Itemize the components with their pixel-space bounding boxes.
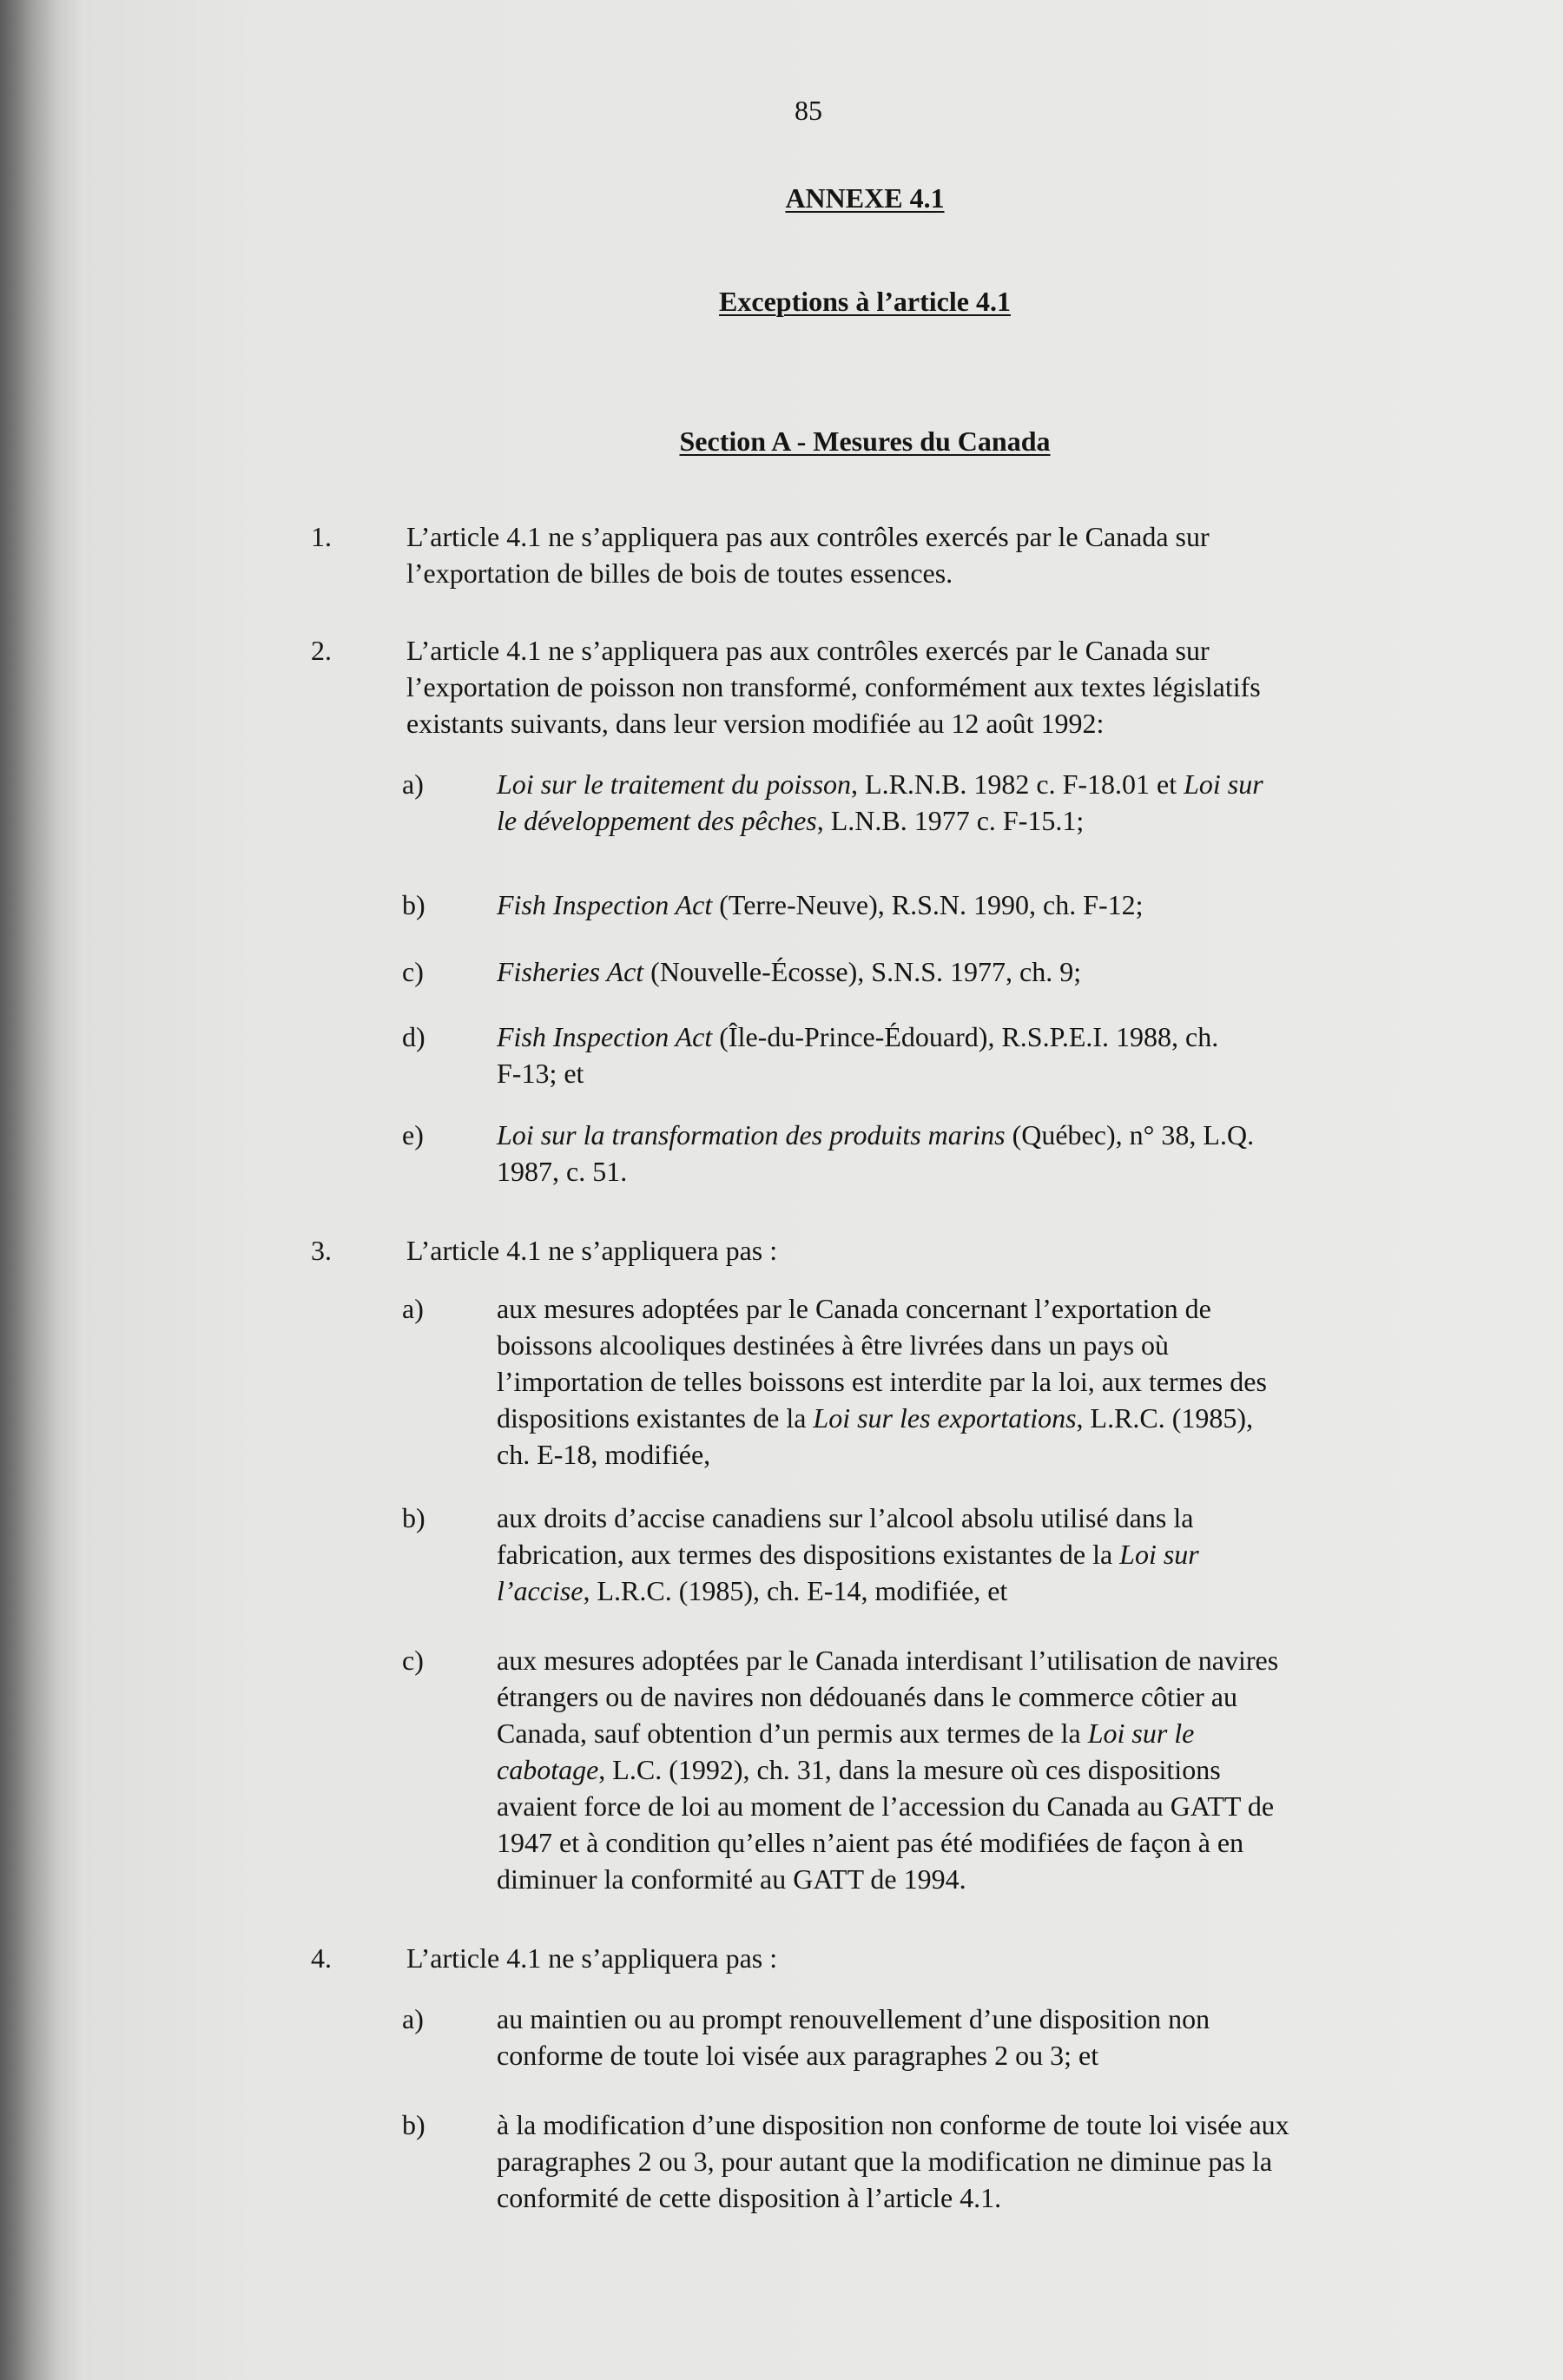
subitem-label: b) xyxy=(402,889,425,920)
italic-citation: cabotage xyxy=(497,1754,599,1785)
item-paragraph xyxy=(406,518,1210,591)
text-segment: L’article 4.1 ne s’appliquera pas aux contrôles exercés par le Canada sur xyxy=(406,635,1210,666)
subitem-label: a) xyxy=(402,1293,424,1324)
text-line xyxy=(497,1751,1278,1788)
text-line xyxy=(406,518,1210,555)
text-line xyxy=(497,1642,1278,1678)
text-segment: L’article 4.1 ne s’appliquera pas : xyxy=(406,1235,778,1266)
text-segment: dispositions existantes de la xyxy=(497,1402,814,1434)
text-line xyxy=(497,1153,1254,1190)
italic-citation: le développement des pêches xyxy=(497,805,817,836)
text-line xyxy=(497,1436,1267,1473)
subitem-paragraph xyxy=(497,1117,1254,1190)
item-number: 2. xyxy=(311,635,332,666)
text-segment: , L.N.B. 1977 c. F-15.1; xyxy=(816,805,1085,836)
text-line xyxy=(497,1400,1267,1436)
page-number: 85 xyxy=(795,95,822,126)
text-line xyxy=(497,1290,1267,1327)
text-line xyxy=(497,887,1144,923)
text-segment: fabrication, aux termes des dispositions existantes de la xyxy=(497,1539,1120,1570)
text-line xyxy=(497,1861,1278,1897)
text-line xyxy=(497,2001,1210,2037)
item-paragraph xyxy=(406,1940,777,1976)
text-segment: aux mesures adoptées par le Canada concernant l’exportation de xyxy=(497,1293,1211,1324)
text-line xyxy=(497,1117,1254,1153)
text-segment: ch. E-18, modifiée, xyxy=(497,1439,711,1470)
subitem-paragraph xyxy=(497,1500,1199,1609)
subitem-label: d) xyxy=(402,1021,425,1052)
text-line xyxy=(497,1572,1199,1609)
item-number: 1. xyxy=(311,521,332,552)
text-segment: l’importation de telles boissons est interdite par la loi, aux termes des xyxy=(497,1366,1267,1397)
item-number: 4. xyxy=(311,1942,332,1974)
text-line xyxy=(497,1824,1278,1861)
text-segment: boissons alcooliques destinées à être livrées dans un pays où xyxy=(497,1329,1170,1361)
text-segment: existants suivants, dans leur version modifiée au 12 août 1992: xyxy=(406,708,1105,739)
item-number: 3. xyxy=(311,1235,332,1266)
subitem-label: b) xyxy=(402,1502,425,1533)
text-line xyxy=(497,1788,1278,1824)
section-heading: Section A - Mesures du Canada xyxy=(679,425,1051,457)
text-segment: étrangers ou de navires non dédouanés dans le commerce côtier au xyxy=(497,1681,1237,1712)
subitem-label: a) xyxy=(402,768,424,800)
text-line xyxy=(497,1363,1267,1400)
text-segment: , L.R.C. (1985), xyxy=(1076,1402,1254,1434)
subitem-paragraph xyxy=(497,1019,1218,1091)
text-line xyxy=(497,1055,1218,1091)
text-line xyxy=(497,2037,1210,2073)
annex-title: ANNEXE 4.1 xyxy=(785,182,945,214)
text-segment: , L.C. (1992), ch. 31, dans la mesure où ces dispositions xyxy=(598,1754,1221,1785)
text-segment: L’article 4.1 ne s’appliquera pas aux contrôles exercés par le Canada sur xyxy=(406,521,1210,552)
text-line xyxy=(497,2143,1289,2179)
text-segment: 1987, c. 51. xyxy=(497,1156,628,1187)
italic-citation: Fish Inspection Act xyxy=(497,1021,713,1052)
subitem-paragraph xyxy=(497,766,1263,839)
subitem-paragraph xyxy=(497,1290,1267,1473)
text-segment: l’exportation de poisson non transformé, conformément aux textes législatifs xyxy=(406,671,1261,702)
text-segment: (Terre-Neuve), R.S.N. 1990, ch. F-12; xyxy=(712,889,1144,920)
italic-citation: Loi sur les exportations xyxy=(813,1402,1077,1434)
italic-citation: l’accise xyxy=(497,1575,584,1606)
text-segment: , L.R.N.B. 1982 c. F-18.01 et xyxy=(851,768,1184,800)
text-segment: diminuer la conformité au GATT de 1994. xyxy=(497,1863,966,1895)
subitem-paragraph xyxy=(497,887,1144,923)
text-line xyxy=(406,669,1261,705)
text-segment: conforme de toute loi visée aux paragraphes 2 ou 3; et xyxy=(497,2040,1099,2071)
text-line xyxy=(497,766,1263,802)
text-segment: 1947 et à condition qu’elles n’aient pas été modifiées de façon à en xyxy=(497,1827,1244,1858)
text-segment: au maintien ou au prompt renouvellement d’une disposition non xyxy=(497,2003,1210,2034)
text-line xyxy=(406,555,1210,591)
text-segment: conformité de cette disposition à l’article 4.1. xyxy=(497,2182,1002,2213)
text-segment: L’article 4.1 ne s’appliquera pas : xyxy=(406,1942,778,1974)
subitem-label: a) xyxy=(402,2003,424,2034)
text-segment: à la modification d’une disposition non conforme de toute loi visée aux xyxy=(497,2109,1289,2140)
subitem-paragraph xyxy=(497,953,1081,990)
subitem-paragraph xyxy=(497,2106,1289,2216)
italic-citation: Fisheries Act xyxy=(497,956,644,987)
text-segment: F-13; et xyxy=(497,1058,584,1089)
text-line xyxy=(497,1500,1199,1536)
text-segment: , L.R.C. (1985), ch. E-14, modifiée, et xyxy=(583,1575,1008,1606)
text-line xyxy=(497,953,1081,990)
italic-citation: Loi sur la transformation des produits marins xyxy=(497,1119,1006,1150)
text-line xyxy=(406,632,1261,669)
text-segment: l’exportation de billes de bois de toutes essences. xyxy=(406,557,953,589)
text-segment: Canada, sauf obtention d’un permis aux termes de la xyxy=(497,1717,1088,1749)
text-line xyxy=(497,2179,1289,2216)
text-line xyxy=(497,1678,1278,1715)
italic-citation: Loi sur xyxy=(1119,1539,1199,1570)
text-line xyxy=(406,705,1261,742)
text-line xyxy=(497,1536,1199,1572)
italic-citation: Loi sur xyxy=(1184,768,1263,800)
text-segment: avaient force de loi au moment de l’accession du Canada au GATT de xyxy=(497,1790,1275,1822)
item-paragraph xyxy=(406,632,1261,742)
text-segment: aux droits d’accise canadiens sur l’alcool absolu utilisé dans la xyxy=(497,1502,1194,1533)
subitem-label: c) xyxy=(402,956,424,987)
subitem-paragraph xyxy=(497,2001,1210,2073)
text-line xyxy=(406,1232,777,1269)
text-segment: (Nouvelle-Écosse), S.N.S. 1977, ch. 9; xyxy=(643,956,1082,987)
text-line xyxy=(497,1715,1278,1751)
item-paragraph xyxy=(406,1232,777,1269)
italic-citation: Fish Inspection Act xyxy=(497,889,713,920)
text-line xyxy=(497,1327,1267,1363)
text-segment: (Île-du-Prince-Édouard), R.S.P.E.I. 1988, ch. xyxy=(712,1021,1219,1052)
text-line xyxy=(497,2106,1289,2143)
exceptions-heading: Exceptions à l’article 4.1 xyxy=(719,286,1011,317)
italic-citation: Loi sur le traitement du poisson xyxy=(497,768,852,800)
text-line xyxy=(497,1019,1218,1055)
subitem-label: c) xyxy=(402,1645,424,1676)
text-segment: paragraphes 2 ou 3, pour autant que la modification ne diminue pas la xyxy=(497,2146,1273,2177)
text-line xyxy=(406,1940,777,1976)
subitem-label: b) xyxy=(402,2109,425,2140)
subitem-label: e) xyxy=(402,1119,424,1150)
text-segment: aux mesures adoptées par le Canada interdisant l’utilisation de navires xyxy=(497,1645,1279,1676)
subitem-paragraph xyxy=(497,1642,1278,1897)
italic-citation: Loi sur le xyxy=(1087,1717,1195,1749)
text-segment: (Québec), n° 38, L.Q. xyxy=(1005,1119,1255,1150)
text-line xyxy=(497,802,1263,839)
